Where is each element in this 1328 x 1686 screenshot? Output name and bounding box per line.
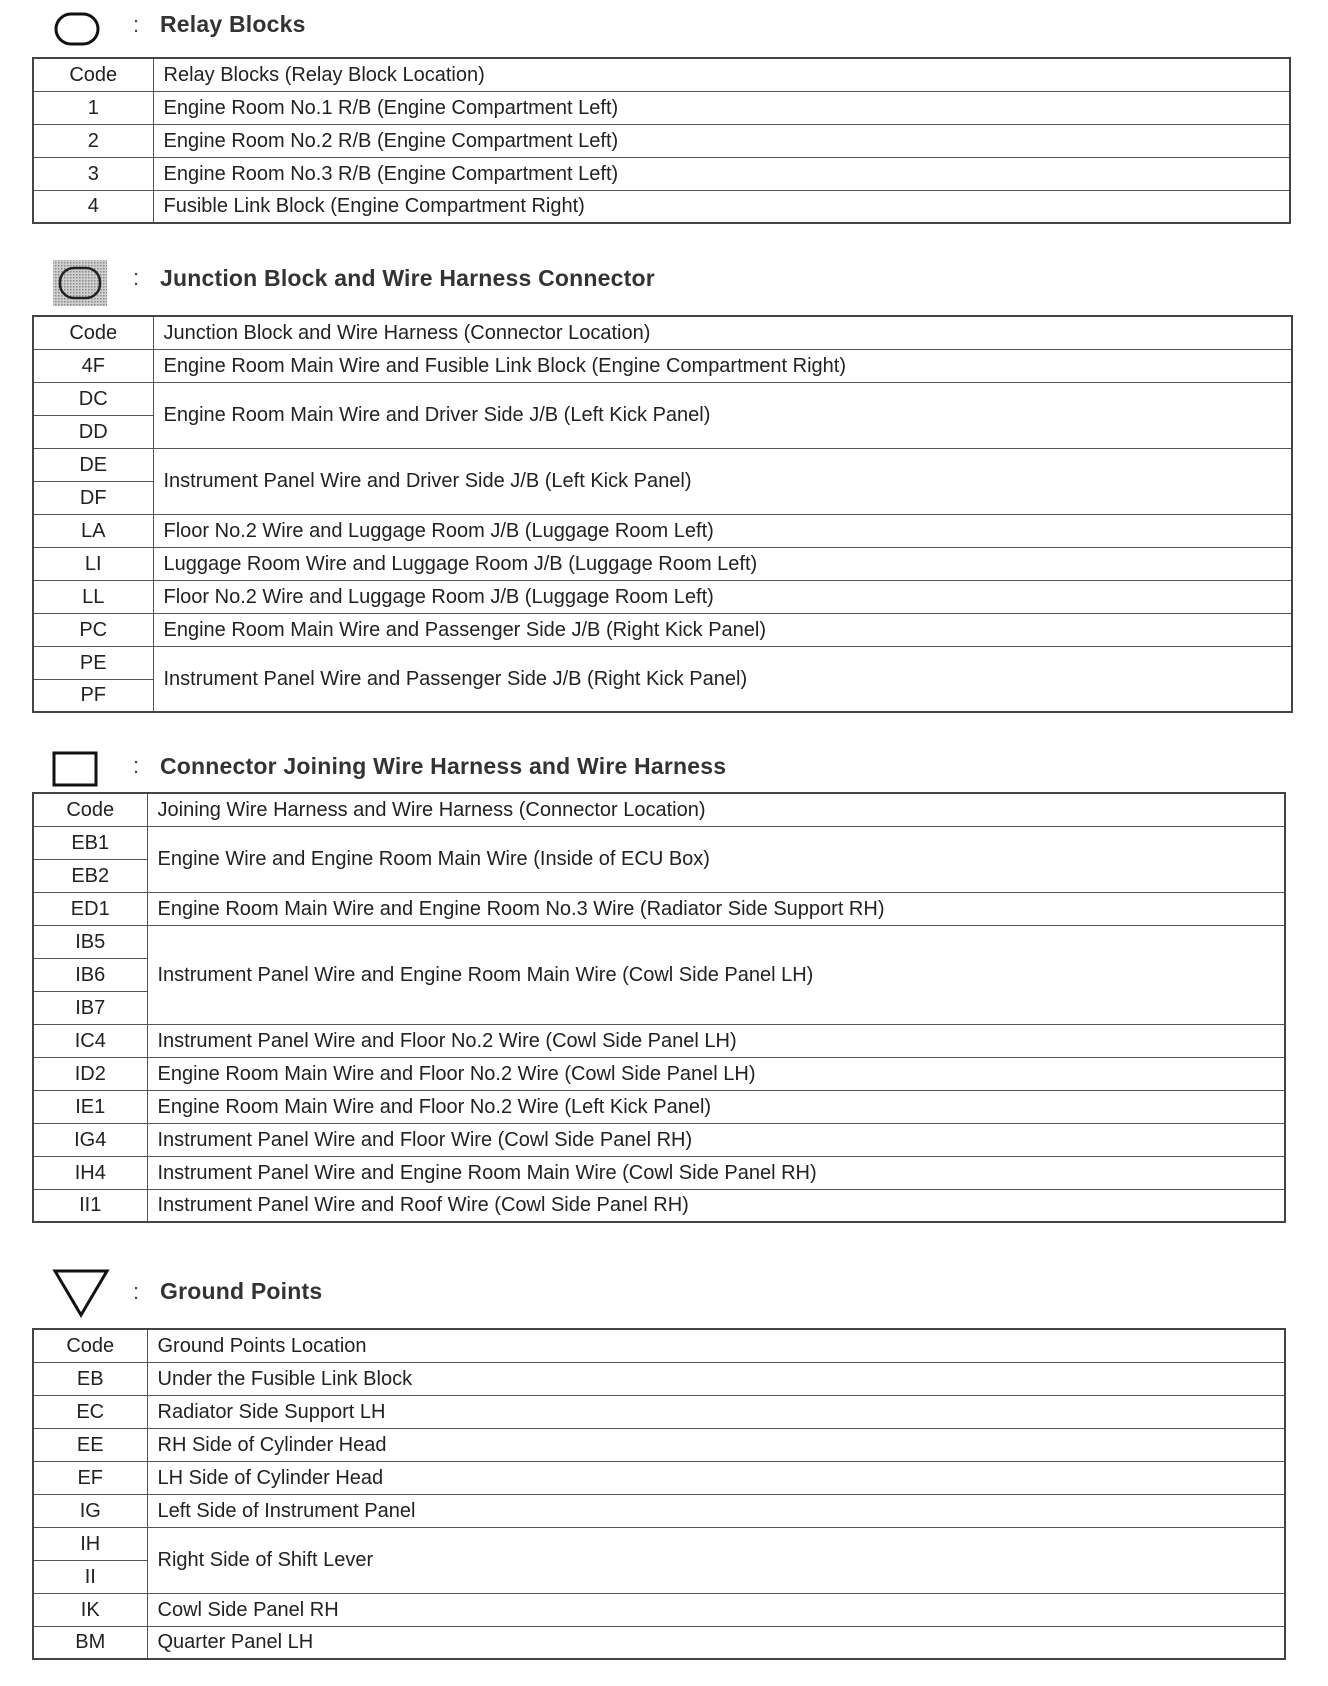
code-cell: EB (33, 1362, 147, 1395)
location-cell: Cowl Side Panel RH (147, 1593, 1285, 1626)
code-cell: 2 (33, 124, 153, 157)
table-row (33, 124, 1290, 157)
table-row (33, 349, 1292, 382)
table-row (33, 448, 1292, 481)
code-column-header: Code (33, 58, 153, 91)
location-cell: LH Side of Cylinder Head (147, 1461, 1285, 1494)
code-cell: LL (33, 580, 153, 613)
code-cell: IE1 (33, 1090, 147, 1123)
table-row (33, 1024, 1285, 1057)
table-row (33, 157, 1290, 190)
table-row (33, 382, 1292, 415)
code-cell: IH (33, 1527, 147, 1560)
location-cell: Engine Room No.2 R/B (Engine Compartment Left) (153, 124, 1290, 157)
code-cell: IB6 (33, 958, 147, 991)
code-cell: IB5 (33, 925, 147, 958)
code-cell: IG (33, 1494, 147, 1527)
location-column-header: Relay Blocks (Relay Block Location) (153, 58, 1290, 91)
code-cell: DC (33, 382, 153, 415)
table-row (33, 1362, 1285, 1395)
table-row (33, 1123, 1285, 1156)
table-row (33, 1593, 1285, 1626)
code-cell: 4F (33, 349, 153, 382)
code-table (32, 315, 1293, 713)
table-row (33, 925, 1285, 958)
code-cell: EF (33, 1461, 147, 1494)
location-cell: Fusible Link Block (Engine Compartment Right) (153, 190, 1290, 223)
code-cell: II1 (33, 1189, 147, 1222)
code-cell: IC4 (33, 1024, 147, 1057)
code-cell: EC (33, 1395, 147, 1428)
location-cell: Engine Room No.1 R/B (Engine Compartment Left) (153, 91, 1290, 124)
location-column-header: Ground Points Location (147, 1329, 1285, 1362)
code-table (32, 57, 1291, 224)
code-column-header: Code (33, 793, 147, 826)
table-header-row (33, 793, 1285, 826)
location-cell: Engine Room No.3 R/B (Engine Compartment Left) (153, 157, 1290, 190)
location-cell: Instrument Panel Wire and Engine Room Main Wire (Cowl Side Panel LH) (147, 925, 1285, 1024)
location-cell: Quarter Panel LH (147, 1626, 1285, 1659)
table-row (33, 580, 1292, 613)
shaded-rounded-oval-icon (52, 259, 108, 307)
table-row (33, 1428, 1285, 1461)
table-row (33, 547, 1292, 580)
code-cell: IG4 (33, 1123, 147, 1156)
code-cell: ED1 (33, 892, 147, 925)
location-cell: Left Side of Instrument Panel (147, 1494, 1285, 1527)
location-cell: Engine Room Main Wire and Fusible Link Block (Engine Compartment Right) (153, 349, 1292, 382)
code-cell: 3 (33, 157, 153, 190)
location-cell: Instrument Panel Wire and Roof Wire (Cowl Side Panel RH) (147, 1189, 1285, 1222)
code-cell: PC (33, 613, 153, 646)
location-cell: Floor No.2 Wire and Luggage Room J/B (Luggage Room Left) (153, 514, 1292, 547)
location-column-header: Joining Wire Harness and Wire Harness (Connector Location) (147, 793, 1285, 826)
table-row (33, 892, 1285, 925)
location-cell: Instrument Panel Wire and Floor Wire (Cowl Side Panel RH) (147, 1123, 1285, 1156)
table-header-row (33, 1329, 1285, 1362)
location-cell: Radiator Side Support LH (147, 1395, 1285, 1428)
table-row (33, 1461, 1285, 1494)
code-cell: LA (33, 514, 153, 547)
code-cell: LI (33, 547, 153, 580)
code-cell: IB7 (33, 991, 147, 1024)
code-cell: BM (33, 1626, 147, 1659)
location-cell: Right Side of Shift Lever (147, 1527, 1285, 1593)
table-row (33, 1189, 1285, 1222)
code-cell: EE (33, 1428, 147, 1461)
table-row (33, 1156, 1285, 1189)
table-row (33, 190, 1290, 223)
table-row (33, 826, 1285, 859)
location-cell: RH Side of Cylinder Head (147, 1428, 1285, 1461)
section-separator: : (133, 1279, 140, 1304)
code-cell: DF (33, 481, 153, 514)
table-row (33, 1395, 1285, 1428)
location-cell: Instrument Panel Wire and Passenger Side J/B (Right Kick Panel) (153, 646, 1292, 712)
code-cell: 1 (33, 91, 153, 124)
code-column-header: Code (33, 316, 153, 349)
table-row (33, 91, 1290, 124)
location-cell: Instrument Panel Wire and Floor No.2 Wire (Cowl Side Panel LH) (147, 1024, 1285, 1057)
location-cell: Instrument Panel Wire and Engine Room Main Wire (Cowl Side Panel RH) (147, 1156, 1285, 1189)
code-cell: DE (33, 448, 153, 481)
code-cell: PF (33, 679, 153, 712)
table-row (33, 1057, 1285, 1090)
table-row (33, 514, 1292, 547)
location-column-header: Junction Block and Wire Harness (Connector Location) (153, 316, 1292, 349)
code-cell: II (33, 1560, 147, 1593)
triangle-icon (52, 1268, 110, 1318)
table-row (33, 1626, 1285, 1659)
location-cell: Floor No.2 Wire and Luggage Room J/B (Luggage Room Left) (153, 580, 1292, 613)
table-row (33, 1090, 1285, 1123)
code-cell: DD (33, 415, 153, 448)
rounded-oval-icon (54, 12, 100, 46)
table-row (33, 1494, 1285, 1527)
code-cell: 4 (33, 190, 153, 223)
code-table (32, 792, 1286, 1223)
code-cell: EB2 (33, 859, 147, 892)
section-title: Relay Blocks (160, 11, 306, 37)
code-cell: EB1 (33, 826, 147, 859)
location-cell: Instrument Panel Wire and Driver Side J/B (Left Kick Panel) (153, 448, 1292, 514)
table-header-row (33, 316, 1292, 349)
code-cell: IH4 (33, 1156, 147, 1189)
location-cell: Under the Fusible Link Block (147, 1362, 1285, 1395)
location-cell: Luggage Room Wire and Luggage Room J/B (Luggage Room Left) (153, 547, 1292, 580)
section-separator: : (133, 753, 140, 778)
code-cell: ID2 (33, 1057, 147, 1090)
table-row (33, 1527, 1285, 1560)
section-title: Junction Block and Wire Harness Connector (160, 265, 655, 291)
location-cell: Engine Wire and Engine Room Main Wire (Inside of ECU Box) (147, 826, 1285, 892)
square-icon (52, 751, 98, 787)
location-cell: Engine Room Main Wire and Floor No.2 Wire (Left Kick Panel) (147, 1090, 1285, 1123)
location-cell: Engine Room Main Wire and Passenger Side J/B (Right Kick Panel) (153, 613, 1292, 646)
code-column-header: Code (33, 1329, 147, 1362)
section-title: Ground Points (160, 1278, 323, 1304)
section-title: Connector Joining Wire Harness and Wire Harness (160, 753, 727, 779)
code-cell: PE (33, 646, 153, 679)
table-row (33, 646, 1292, 679)
table-header-row (33, 58, 1290, 91)
table-row (33, 613, 1292, 646)
code-table (32, 1328, 1286, 1660)
location-cell: Engine Room Main Wire and Engine Room No.3 Wire (Radiator Side Support RH) (147, 892, 1285, 925)
location-cell: Engine Room Main Wire and Driver Side J/B (Left Kick Panel) (153, 382, 1292, 448)
section-separator: : (133, 12, 140, 37)
section-separator: : (133, 265, 140, 290)
code-cell: IK (33, 1593, 147, 1626)
location-cell: Engine Room Main Wire and Floor No.2 Wire (Cowl Side Panel LH) (147, 1057, 1285, 1090)
